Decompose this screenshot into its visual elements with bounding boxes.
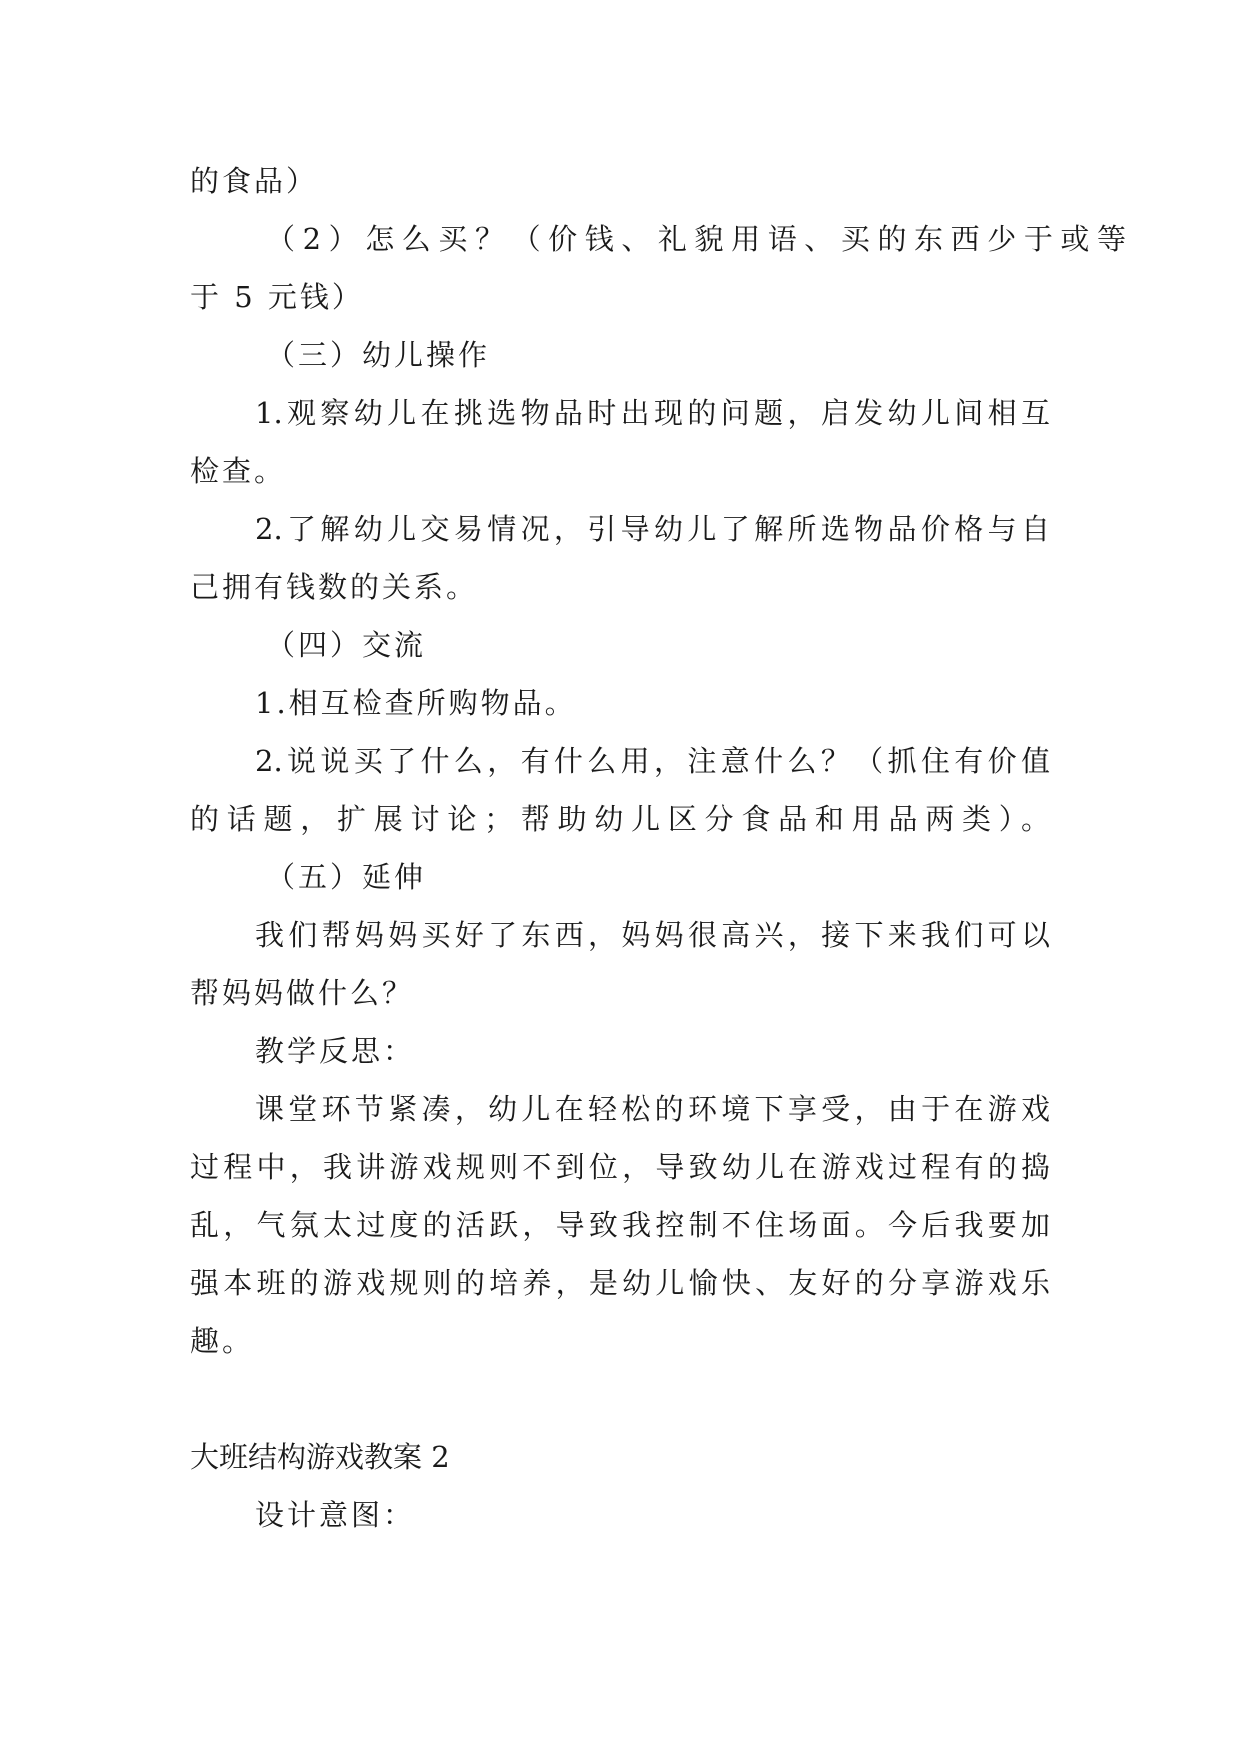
paragraph-line: 课堂环节紧凑，幼儿在轻松的环境下享受，由于在游戏 xyxy=(255,1092,1050,1126)
paragraph-line: 教学反思： xyxy=(255,1034,416,1068)
paragraph-line: 乱，气氛太过度的活跃，导致我控制不住场面。今后我要加 xyxy=(190,1208,1050,1242)
paragraph-line: 于 5 元钱） xyxy=(190,280,364,314)
paragraph-line: 我们帮妈妈买好了东西，妈妈很高兴，接下来我们可以 xyxy=(255,918,1050,952)
section-heading: 设计意图： xyxy=(255,1498,416,1532)
paragraph-line: 己拥有钱数的关系。 xyxy=(190,570,479,604)
paragraph-line: 2.了解幼儿交易情况，引导幼儿了解所选物品价格与自 xyxy=(255,512,1050,546)
paragraph-line: 强本班的游戏规则的培养，是幼儿愉快、友好的分享游戏乐 xyxy=(190,1266,1050,1300)
paragraph-line: 1.相互检查所购物品。 xyxy=(255,686,577,720)
paragraph-line: 1.观察幼儿在挑选物品时出现的问题，启发幼儿间相互 xyxy=(255,396,1050,430)
paragraph-line: 的话题，扩展讨论；帮助幼儿区分食品和用品两类）。 xyxy=(190,802,1050,836)
paragraph-line: 帮妈妈做什么？ xyxy=(190,976,415,1010)
paragraph-line: 趣。 xyxy=(190,1324,255,1358)
paragraph-line: （2）怎么买？（价钱、礼貌用语、买的东西少于或等 xyxy=(266,222,1126,256)
paragraph-line: 过程中，我讲游戏规则不到位，导致幼儿在游戏过程有的捣 xyxy=(190,1150,1050,1184)
section-heading: （五）延伸 xyxy=(266,860,427,894)
paragraph-line: 的食品） xyxy=(190,164,319,198)
paragraph-line: 2.说说买了什么，有什么用，注意什么？（抓住有价值 xyxy=(255,744,1050,778)
paragraph-line: 检查。 xyxy=(190,454,287,488)
section-heading: （三）幼儿操作 xyxy=(266,338,491,372)
document-title: 大班结构游戏教案 2 xyxy=(190,1440,450,1474)
section-heading: （四）交流 xyxy=(266,628,427,662)
